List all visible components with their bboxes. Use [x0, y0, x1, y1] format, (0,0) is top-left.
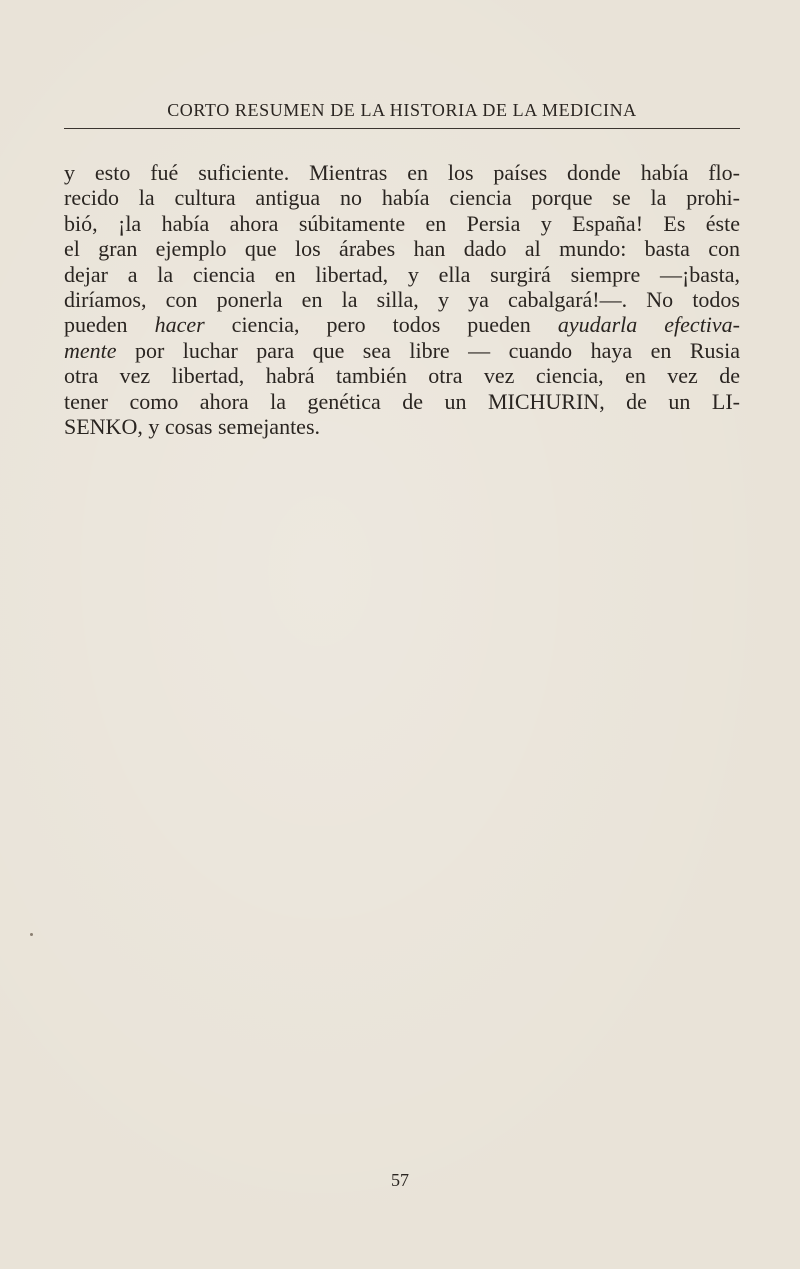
- text-line: otra vez libertad, habrá también otra vez ciencia, en vez de: [64, 363, 740, 389]
- running-head: CORTO RESUMEN DE LA HISTORIA DE LA MEDICINA: [167, 100, 637, 120]
- text-line: bió, ¡la había ahora súbitamente en Persia y España! Es éste: [64, 210, 740, 236]
- italic-emphasis: hacer: [154, 312, 205, 338]
- body-paragraph: [64, 160, 740, 439]
- text-line: diríamos, con ponerla en la silla, y ya cabalgará!—. No todos: [64, 287, 740, 313]
- italic-emphasis: ayudarla efectiva-: [557, 312, 741, 338]
- text-line: y esto fué suficiente. Mientras en los países donde había flo-: [64, 160, 740, 185]
- text-line: tener como ahora la genética de un MICHURIN, de un LI-: [64, 388, 740, 414]
- header-rule: [64, 128, 740, 129]
- text-line: [64, 338, 740, 363]
- text-line: SENKO, y cosas semejantes.: [64, 414, 321, 440]
- paper-speck: [30, 933, 33, 936]
- text-line: dejar a la ciencia en libertad, y ella surgirá siempre —¡basta,: [64, 261, 740, 287]
- page-number: 57: [391, 1170, 409, 1190]
- text-line: [64, 312, 740, 337]
- text-run: pueden: [64, 312, 155, 338]
- text-line: el gran ejemplo que los árabes han dado al mundo: basta con: [64, 236, 740, 262]
- text-line: recido la cultura antigua no había ciencia porque se la prohi-: [64, 185, 740, 211]
- text-run: por luchar para que sea libre — cuando haya en Rusia: [116, 337, 740, 363]
- text-run: ciencia, pero todos pueden: [204, 312, 558, 338]
- italic-emphasis: mente: [64, 337, 117, 363]
